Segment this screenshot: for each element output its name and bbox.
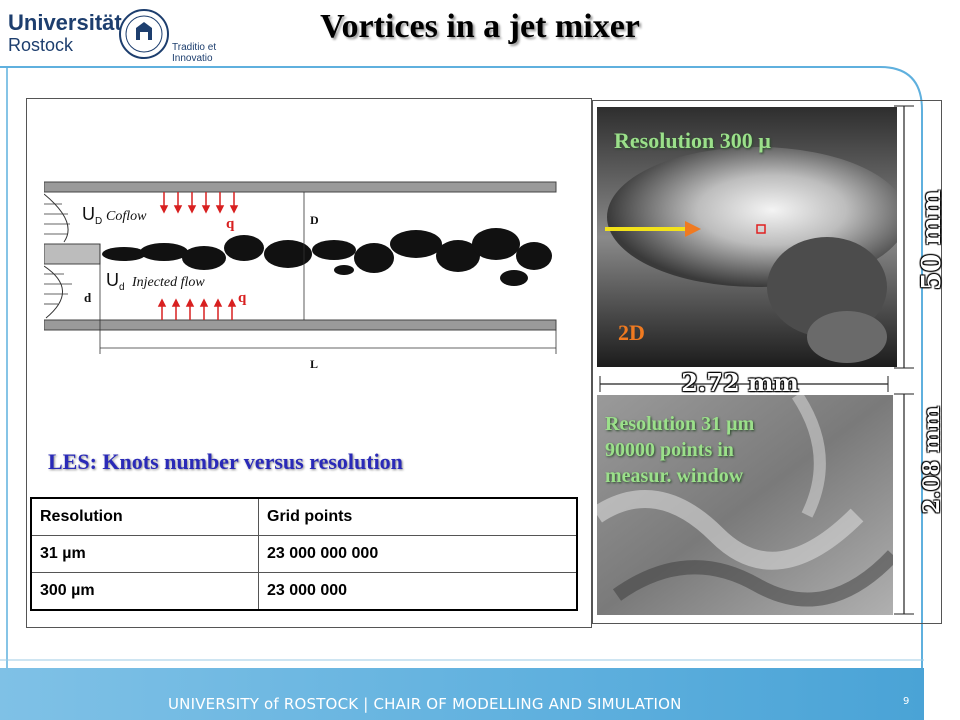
table-cell-resolution: 300 µm bbox=[31, 573, 259, 611]
resolution-table bbox=[30, 497, 578, 611]
dimension-208mm: 2.08 mm bbox=[919, 406, 945, 514]
coflow-label: Coflow bbox=[106, 209, 147, 224]
jet-mixer-diagram bbox=[44, 178, 560, 378]
resolution-31-line1: Resolution 31 µm bbox=[605, 413, 755, 435]
resolution-31-label bbox=[605, 411, 754, 489]
ud-big-sub: D bbox=[95, 216, 103, 227]
university-seal-icon bbox=[118, 8, 170, 60]
table-cell-resolution: 31 µm bbox=[31, 536, 259, 573]
top-wall bbox=[44, 182, 556, 192]
university-logo bbox=[8, 6, 258, 66]
table-header-resolution: Resolution bbox=[31, 498, 259, 536]
page-number: 9 bbox=[903, 696, 910, 707]
table-cell-grid-points: 23 000 000 000 bbox=[259, 536, 578, 573]
resolution-31-line3: measur. window bbox=[605, 465, 744, 487]
table-row bbox=[31, 536, 577, 573]
ud-big-label: U bbox=[82, 204, 95, 224]
ud-small-label: U bbox=[106, 270, 119, 290]
svg-text:UD bbox=[82, 204, 102, 227]
table-row bbox=[31, 573, 577, 611]
svg-text:Ud bbox=[106, 270, 125, 293]
bottom-wall bbox=[44, 320, 556, 330]
resolution-300-label: Resolution 300 µ bbox=[614, 128, 771, 153]
university-city: Rostock bbox=[8, 35, 74, 55]
les-heading: LES: Knots number versus resolution bbox=[48, 449, 403, 474]
dimension-272mm: 2.72 mm bbox=[681, 368, 799, 397]
red-arrows-top bbox=[161, 192, 237, 212]
red-arrows-bottom bbox=[159, 300, 235, 320]
injector-upper bbox=[44, 244, 100, 264]
dimension-lines bbox=[592, 100, 952, 630]
resolution-31-line2: 90000 points in bbox=[605, 439, 734, 461]
label-2d: 2D bbox=[618, 320, 645, 345]
q-dot-top: q bbox=[226, 216, 235, 232]
university-name: Universität bbox=[8, 10, 122, 35]
footer-text: UNIVERSITY of ROSTOCK | CHAIR OF MODELLING AND SIMULATION bbox=[168, 695, 682, 713]
slide-title: Vortices in a jet mixer bbox=[320, 8, 640, 45]
table-header-grid-points: Grid points bbox=[259, 498, 578, 536]
university-motto: Traditio et Innovatio bbox=[172, 42, 217, 64]
table-header-row bbox=[31, 498, 577, 536]
ud-small-sub: d bbox=[119, 282, 125, 293]
L-label: L bbox=[310, 357, 319, 371]
d-label: d bbox=[84, 290, 92, 305]
table-cell-grid-points: 23 000 000 bbox=[259, 573, 578, 611]
dimension-50mm: 50 mm bbox=[917, 189, 947, 291]
q-dot-bottom: q bbox=[238, 290, 247, 306]
D-label: D bbox=[310, 213, 319, 227]
injected-flow-label: Injected flow bbox=[132, 275, 205, 290]
